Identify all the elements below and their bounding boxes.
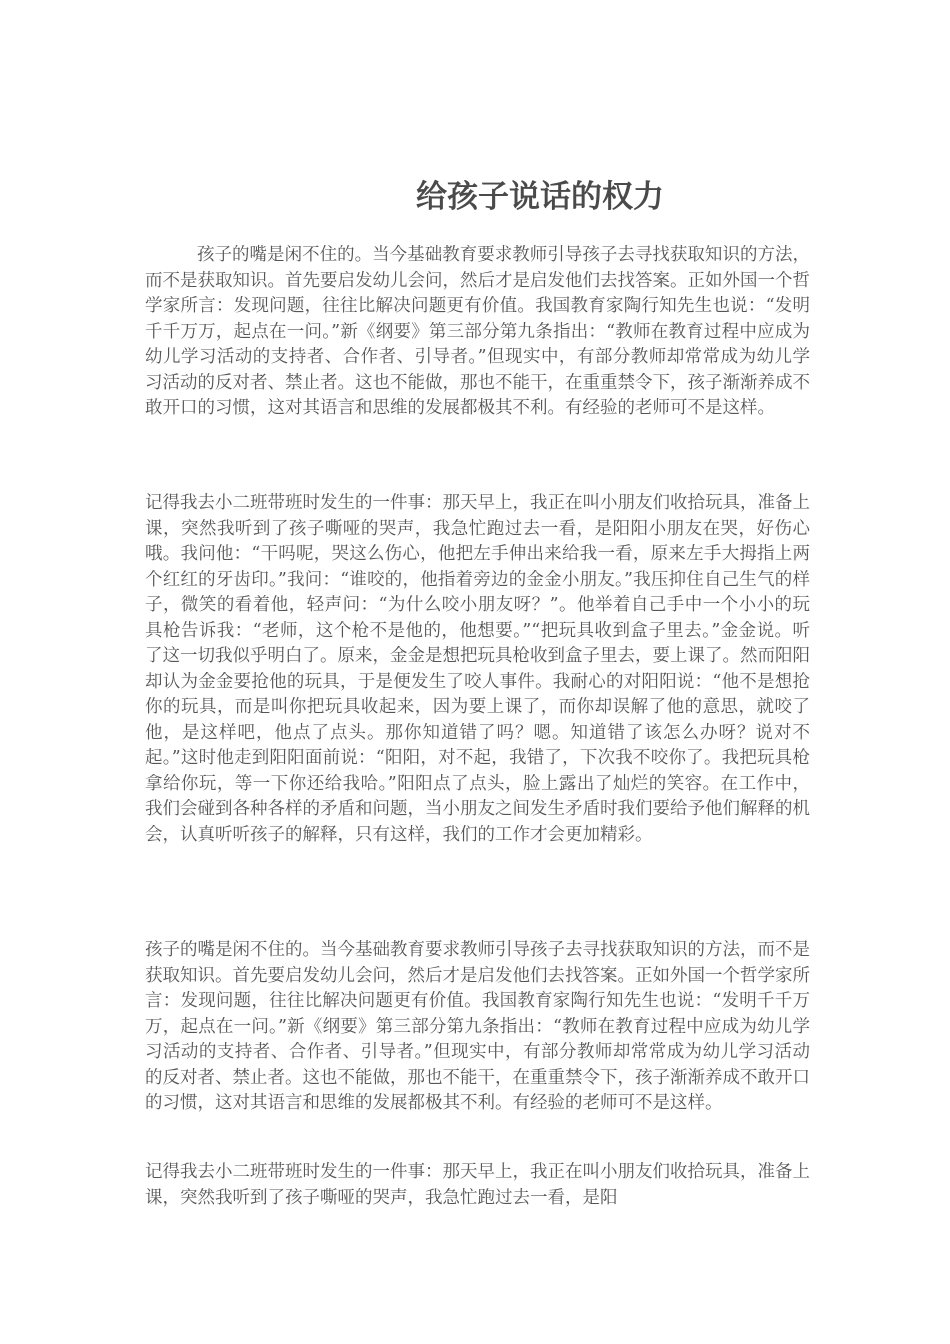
paragraph-1 [145, 243, 810, 422]
paragraph-text: 记得我去小二班带班时发生的一件事：那天早上，我正在叫小朋友们收拾玩具，准备上课，突然我听到了孩子嘶哑的哭声，我急忙跑过去一看，是阳 [145, 1162, 810, 1208]
paragraph-4 [145, 1160, 810, 1211]
paragraph-3 [145, 938, 810, 1117]
paragraph-2 [145, 491, 810, 848]
paragraph-text: 孩子的嘴是闲不住的。当今基础教育要求教师引导孩子去寻找获取知识的方法，而不是获取知识。首先要启发幼儿会问，然后才是启发他们去找答案。正如外国一个哲学家所言：发现问题，往往比解决问题更有价值。我国教育家陶行知先生也说：“发明千千万万，起点在一问。”新《纲要》第三部分第九条指出：“教师在教育过程中应成为幼儿学习活动的支持者、合作者、引导者。”但现实中，有部分教师却常常成为幼儿学习活动的反对者、禁止者。这也不能做，那也不能干，在重重禁令下，孩子渐渐养成不敢开口的习惯，这对其语言和思维的发展都极其不利。有经验的老师可不是这样。 [145, 245, 810, 418]
paragraph-text: 孩子的嘴是闲不住的。当今基础教育要求教师引导孩子去寻找获取知识的方法，而不是获取知识。首先要启发幼儿会问，然后才是启发他们去找答案。正如外国一个哲学家所言：发现问题，往往比解决问题更有价值。我国教育家陶行知先生也说：“发明千千万万，起点在一问。”新《纲要》第三部分第九条指出：“教师在教育过程中应成为幼儿学习活动的支持者、合作者、引导者。”但现实中，有部分教师却常常成为幼儿学习活动的反对者、禁止者。这也不能做，那也不能干，在重重禁令下，孩子渐渐养成不敢开口的习惯，这对其语言和思维的发展都极其不利。有经验的老师可不是这样。 [145, 940, 810, 1113]
paragraph-text: 记得我去小二班带班时发生的一件事：那天早上，我正在叫小朋友们收拾玩具，准备上课，突然我听到了孩子嘶哑的哭声，我急忙跑过去一看，是阳阳小朋友在哭，好伤心哦。我问他：“干吗呢，哭这么伤心，他把左手伸出来给我一看，原来左手大拇指上两个红红的牙齿印。”我问：“谁咬的，他指着旁边的金金小朋友。”我压抑住自己生气的样子，微笑的看着他，轻声问：“为什么咬小朋友呀？”。他举着自己手中一个小小的玩具枪告诉我：“老师，这个枪不是他的，他想要。”“把玩具收到盒子里去。”金金说。听了这一切我似乎明白了。原来，金金是想把玩具枪收到盒子里去，要上课了。然而阳阳却认为金金要抢他的玩具，于是便发生了咬人事件。我耐心的对阳阳说：“他不是想抢你的玩具，而是叫你把玩具收起来，因为要上课了，而你却误解了他的意思，就咬了他，是这样吧，他点了点头。那你知道错了吗？嗯。知道错了该怎么办呀？说对不起。”这时他走到阳阳面前说：“阳阳，对不起，我错了，下次我不咬你了。我把玩具枪拿给你玩，等一下你还给我哈。”阳阳点了点头，脸上露出了灿烂的笑容。在工作中，我们会碰到各种各样的矛盾和问题，当小朋友之间发生矛盾时我们要给予他们解释的机会，认真听听孩子的解释，只有这样，我们的工作才会更加精彩。 [145, 493, 810, 845]
document-title: 给孩子说话的权力 [416, 179, 664, 215]
